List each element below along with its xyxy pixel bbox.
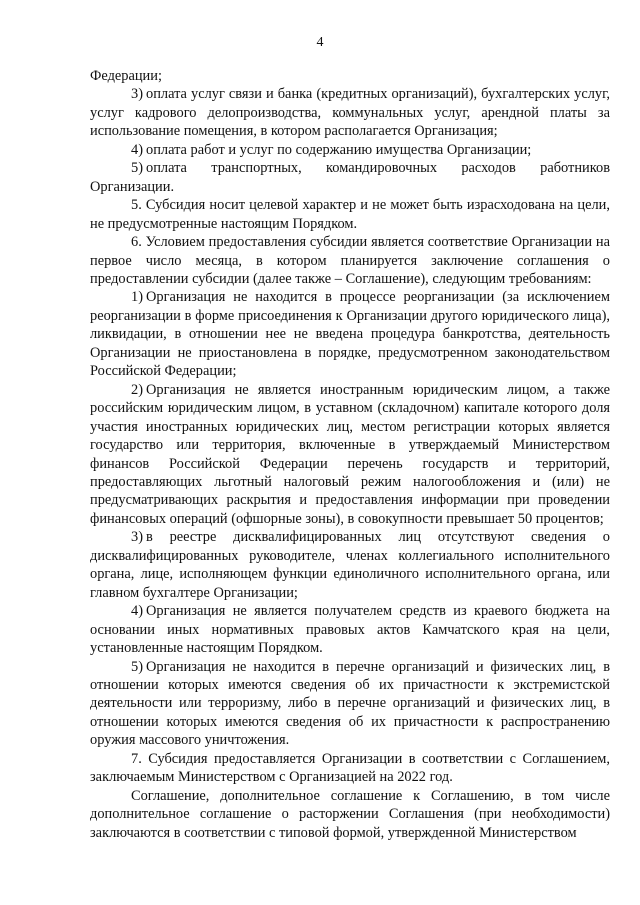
list-number: 5) [131, 160, 143, 177]
paragraph-text: 6. Условием предоставления субсидии является соответствие Организации на первое число месяца, в котором планируется заключение соглашения о предоставлении субсидии (далее также – Соглашение), следующим требованиям: [90, 234, 610, 287]
list-number: 5) [131, 658, 143, 675]
paragraph-text: в реестре дисквалифицированных лиц отсутствуют сведения о дисквалифицированных руководителе, членах коллегиального исполнительного органа, лице, исполняющем функции единоличного исполнительного органа, или главном бухгалтере Организации; [90, 529, 610, 601]
list-item-4-property-maintenance [90, 141, 610, 159]
requirement-3-disqualified-persons [90, 528, 610, 602]
requirement-1-no-reorganization [90, 288, 610, 380]
list-number: 1) [131, 289, 143, 306]
paragraph-text: оплата услуг связи и банка (кредитных организаций), бухгалтерских услуг, услуг кадрового делопроизводства, коммунальных услуг, арендной платы за использование помещения, в котором располагается Организация; [90, 86, 610, 140]
paragraph-text: Организация не находится в процессе реорганизации (за исключением реорганизации в форме присоединения к Организации другого юридического лица), ликвидации, в отношении нее не введена процедура банкротства, деятельность Организации не приостановлена в порядке, предусмотренном законодательством Российской Федерации; [90, 289, 610, 380]
clause-5-target-purpose [90, 196, 610, 233]
paragraph-text: Организация не является получателем средств из краевого бюджета на основании иных нормативных правовых актов Камчатского края на цели, установленные настоящим Порядком. [90, 603, 610, 657]
list-number: 2) [131, 381, 143, 398]
paragraph-text: оплата работ и услуг по содержанию имущества Организации; [146, 141, 532, 158]
requirement-5-not-in-extremist-list [90, 658, 610, 750]
requirement-2-not-foreign-entity [90, 381, 610, 529]
clause-7-agreement [90, 750, 610, 787]
paragraph-text: 5. Субсидия носит целевой характер и не может быть израсходована на цели, не предусмотренные настоящим Порядком. [90, 197, 610, 232]
list-item-3-payment-services [90, 85, 610, 140]
list-number: 3) [131, 529, 143, 546]
paragraph-text: Организация не находится в перечне организаций и физических лиц, в отношении которых имеются сведения об их причастности к экстремистской деятельности или терроризму, либо в перечне организаций и физических лиц, в отношении которых имеются сведения об их причастности к распространению оружия массового уничтожения. [90, 658, 610, 749]
list-number: 4) [131, 141, 143, 158]
clause-6-conditions [90, 233, 610, 288]
paragraph-agreement-form [90, 787, 610, 842]
list-number: 4) [131, 603, 143, 620]
paragraph-text: 7. Субсидия предоставляется Организации в соответствии с Соглашением, заключаемым Министерством с Организацией на 2022 год. [90, 750, 610, 786]
list-number: 3) [131, 86, 143, 103]
paragraph-text: Соглашение, дополнительное соглашение к Соглашению, в том числе дополнительное соглашение о расторжении Соглашения (при необходимости) заключаются в соответствии с типовой формой, утвержденной Министерством [90, 787, 610, 841]
requirement-4-not-recipient [90, 602, 610, 657]
document-body [90, 67, 610, 842]
paragraph-text: Организация не является иностранным юридическим лицом, а также российским юридическим лицом, в уставном (складочном) капитале которого доля участия иностранных юридических лиц, местом регистрации которых является государство или территория, включенные в утверждаемый Министерством финансов Российской Федерации перечень государств и территорий, предоставляющих льготный налоговый режим налогообложения и (или) не предусматривающих раскрытия и предоставления информации при проведении финансовых операций (офшорные зоны), в совокупности превышает 50 процентов; [90, 381, 610, 527]
list-item-5-transport-expenses [90, 159, 610, 196]
paragraph-federatsii [90, 67, 610, 85]
paragraph-text: Федерации; [90, 68, 162, 84]
paragraph-text: оплата транспортных, командировочных расходов работников Организации. [90, 160, 610, 195]
page-number: 4 [316, 35, 324, 50]
